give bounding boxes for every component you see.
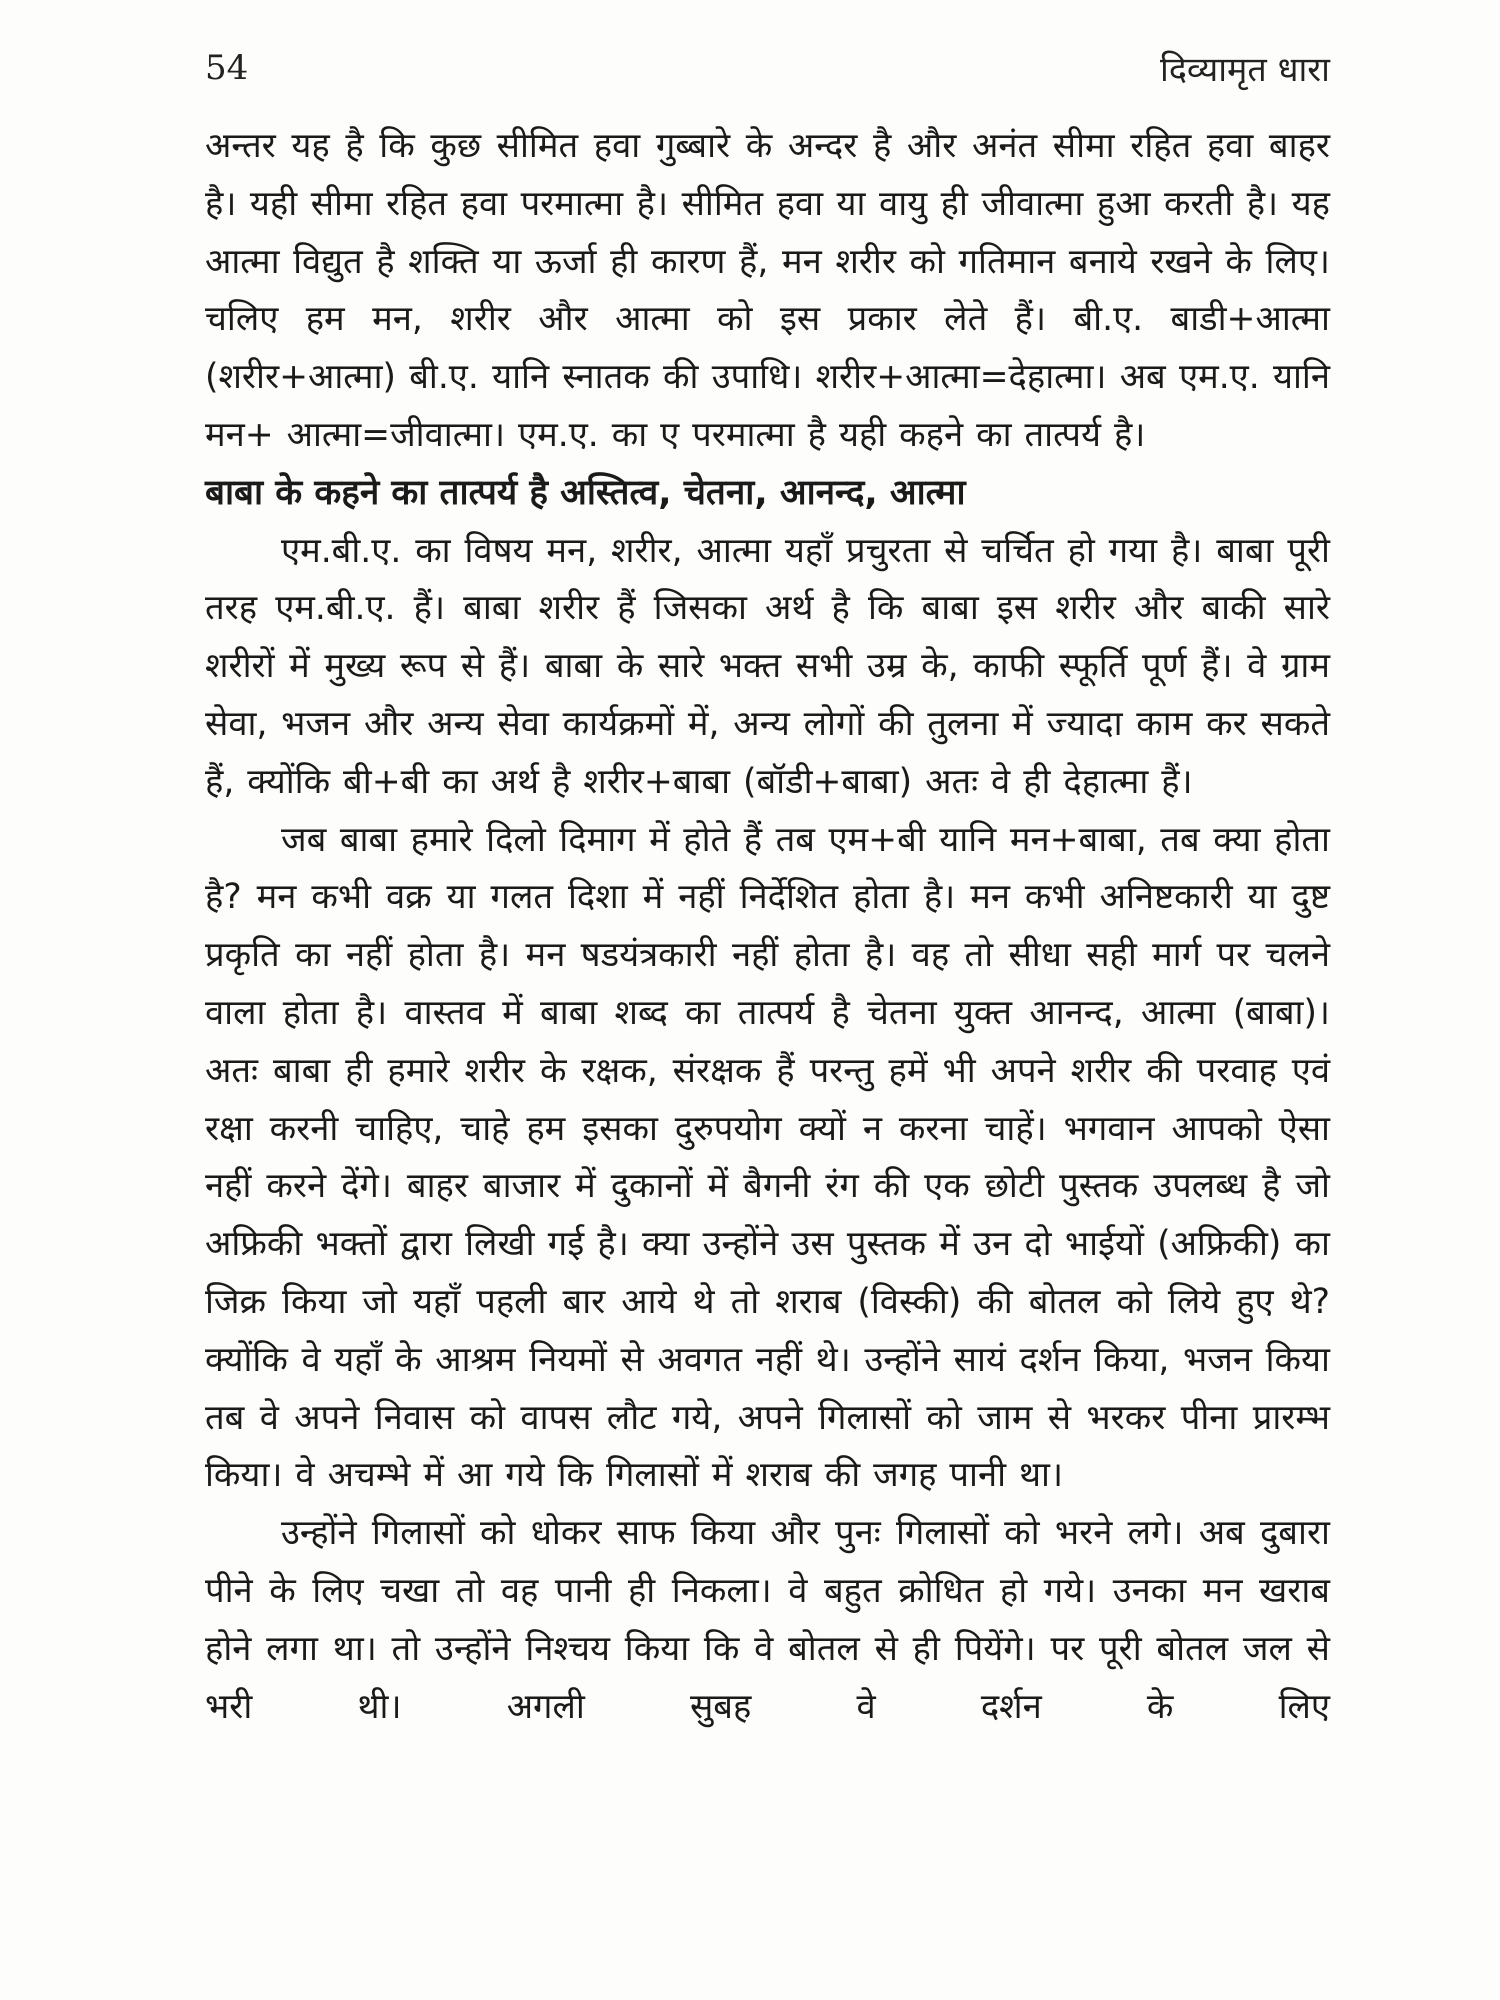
page-number: 54 <box>205 48 249 88</box>
paragraph-4: उन्होंने गिलासों को धोकर साफ किया और पुनः गिलासों को भरने लगे। अब दुबारा पीने के लिए चखा तो वह पानी ही निकला। वे बहुत क्रोधित हो गये। उनका मन खराब होने लगा था। तो उन्होंने निश्चय किया कि वे बोतल से ही पियेंगे। पर पूरी बोतल जल से भरी थी। अगली सुबह वे दर्शन के लिए <box>205 1513 1330 1727</box>
page-body <box>205 118 1330 1736</box>
section-heading: बाबा के कहने का तात्पर्य है अस्तित्व, चेतना, आनन्द, आत्मा <box>205 472 966 513</box>
page-header <box>205 38 1330 98</box>
running-title: दिव्यामृत धारा <box>1160 50 1330 90</box>
paragraph-2: एम.बी.ए. का विषय मन, शरीर, आत्मा यहाँ प्रचुरता से चर्चित हो गया है। बाबा पूरी तरह एम.बी.ए. हैं। बाबा शरीर हैं जिसका अर्थ है कि बाबा इस शरीर और बाकी सारे शरीरों में मुख्य रूप से हैं। बाबा के सारे भक्त सभी उम्र के, काफी स्फूर्ति पूर्ण हैं। वे ग्राम सेवा, भजन और अन्य सेवा कार्यक्रमों में, अन्य लोगों की तुलना में ज्यादा काम कर सकते हैं, क्योंकि बी+बी का अर्थ है शरीर+बाबा (बॉडी+बाबा) अतः वे ही देहात्मा हैं। <box>205 530 1330 802</box>
paragraph-3: जब बाबा हमारे दिलो दिमाग में होते हैं तब एम+बी यानि मन+बाबा, तब क्या होता है? मन कभी वक्र या गलत दिशा में नहीं निर्देशित होता है। मन कभी अनिष्टकारी या दुष्ट प्रकृति का नहीं होता है। मन षडयंत्रकारी नहीं होता है। वह तो सीधा सही मार्ग पर चलने वाला होता है। वास्तव में बाबा शब्द का तात्पर्य है चेतना युक्त आनन्द, आत्मा (बाबा)। अतः बाबा ही हमारे शरीर के रक्षक, संरक्षक हैं परन्तु हमें भी अपने शरीर की परवाह एवं रक्षा करनी चाहिए, चाहे हम इसका दुरुपयोग क्यों न करना चाहें। भगवान आपको ऐसा नहीं करने देंगे। बाहर बाजार में दुकानों में बैगनी रंग की एक छोटी पुस्तक उपलब्ध है जो अफ्रिकी भक्तों द्वारा लिखी गई है। क्या उन्होंने उस पुस्तक में उन दो भाईयों (अफ्रिकी) का जिक्र किया जो यहाँ पहली बार आये थे तो शराब (विस्की) की बोतल को लिये हुए थे? क्योंकि वे यहाँ के आश्रम नियमों से अवगत नहीं थे। उन्होंने सायं दर्शन किया, भजन किया तब वे अपने निवास को वापस लौट गये, अपने गिलासों को जाम से भरकर पीना प्रारम्भ किया। वे अचम्भे में आ गये कि गिलासों में शराब की जगह पानी था। <box>205 819 1330 1496</box>
paragraph-1: अन्तर यह है कि कुछ सीमित हवा गुब्बारे के अन्दर है और अनंत सीमा रहित हवा बाहर है। यही सीमा रहित हवा परमात्मा है। सीमित हवा या वायु ही जीवात्मा हुआ करती है। यह आत्मा विद्युत है शक्ति या ऊर्जा ही कारण हैं, मन शरीर को गतिमान बनाये रखने के लिए। चलिए हम मन, शरीर और आत्मा को इस प्रकार लेते हैं। बी.ए. बाडी+आत्मा (शरीर+आत्मा) बी.ए. यानि स्नातक की उपाधि। शरीर+आत्मा=देहात्मा। अब एम.ए. यानि मन+ आत्मा=जीवात्मा। एम.ए. का ए परमात्मा है यही कहने का तात्पर्य है। <box>205 126 1330 455</box>
